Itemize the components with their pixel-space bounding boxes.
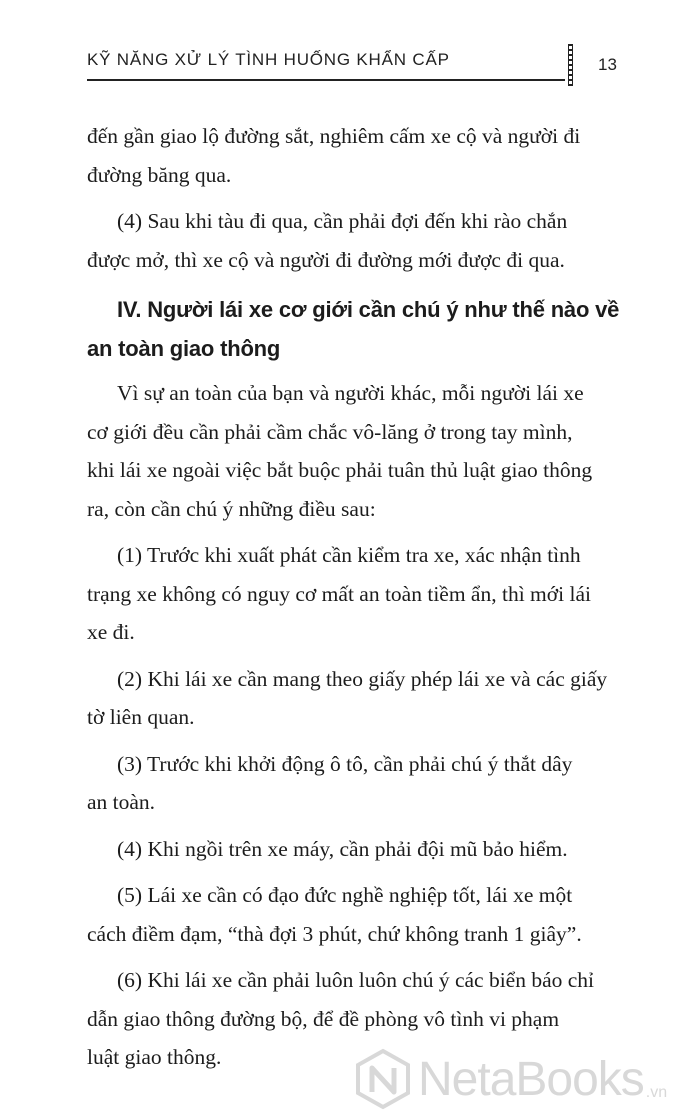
paragraph-item-4: (4) Khi ngồi trên xe máy, cần phải đội mũ bảo hiểm. (117, 836, 568, 861)
watermark-suffix: .vn (645, 1084, 668, 1101)
paragraph-item-3: (3) Trước khi khởi động ô tô, cần phải chú ý thắt dây an toàn. (87, 751, 573, 814)
paragraph-item-4-railway: (4) Sau khi tàu đi qua, cần phải đợi đến khi rào chắn được mở, thì xe cộ và người đi đường mới được đi qua. (87, 209, 568, 272)
page-number: 13 (598, 55, 617, 74)
paragraph-item-6: (6) Khi lái xe cần phải luôn luôn chú ý các biển báo chỉ dẫn giao thông đường bộ, để đề phòng vô tình vi phạm luật giao thông. (87, 968, 595, 1069)
section-heading: IV. Người lái xe cơ giới cần chú ý như thế nào về an toàn giao thông (87, 297, 620, 361)
netabooks-logo-icon (352, 1048, 414, 1110)
watermark-text: NetaBooks (418, 1052, 644, 1106)
running-header-title: KỸ NĂNG XỬ LÝ TÌNH HUỐNG KHẨN CẤP (87, 50, 450, 69)
page-body (87, 117, 620, 1077)
paragraph-item-5: (5) Lái xe cần có đạo đức nghề nghiệp tốt, lái xe một cách điềm đạm, “thà đợi 3 phút, chứ không tranh 1 giây”. (87, 883, 582, 946)
header-rule (87, 79, 565, 81)
header-ornament (568, 44, 573, 86)
paragraph-intro: Vì sự an toàn của bạn và người khác, mỗi người lái xe cơ giới đều cần phải cầm chắc vô-lăng ở trong tay mình, khi lái xe ngoài việc bắt buộc phải tuân thủ luật giao thông ra, còn cần chú ý những điều sau: (87, 381, 593, 521)
paragraph-item-1: (1) Trước khi xuất phát cần kiểm tra xe, xác nhận tình trạng xe không có nguy cơ mất an toàn tiềm ẩn, thì mới lái xe đi. (87, 543, 591, 644)
netabooks-watermark (352, 1044, 667, 1114)
paragraph-item-2: (2) Khi lái xe cần mang theo giấy phép lái xe và các giấy tờ liên quan. (87, 666, 608, 729)
paragraph-continued: đến gần giao lộ đường sắt, nghiêm cấm xe cộ và người đi đường băng qua. (87, 124, 581, 187)
